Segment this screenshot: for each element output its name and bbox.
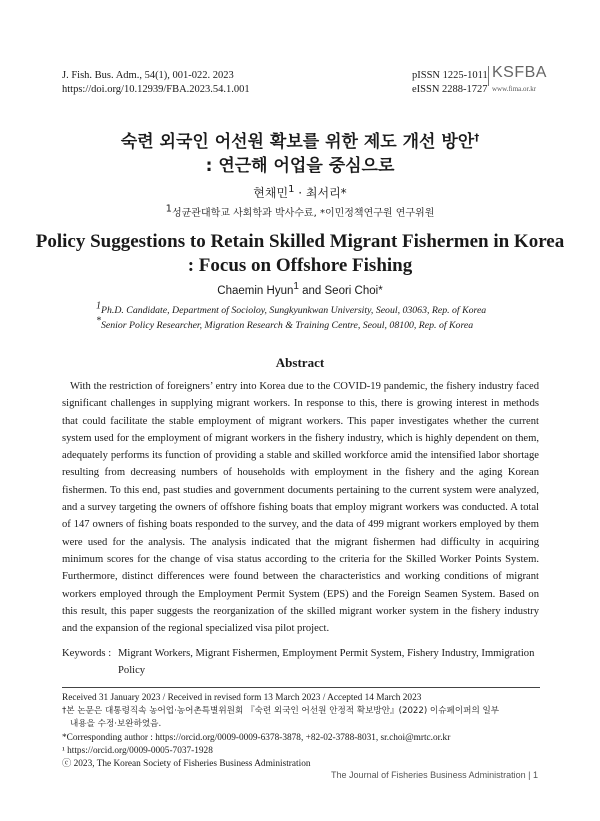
footer-separator: | bbox=[525, 770, 533, 780]
funding-note-line1: †본 논문은 대통령직속 농어업·농어촌특별위원회 『숙련 외국인 어선원 안정적 확보방안』(2022) 이슈페이퍼의 일부 bbox=[62, 706, 500, 716]
english-affiliation-2 bbox=[96, 315, 516, 331]
korean-title-text: 숙련 외국인 어선원 확보를 위한 제도 개선 방안 bbox=[120, 132, 475, 152]
english-title-line1: Policy Suggestions to Retain Skilled Migrant Fishermen in Korea bbox=[35, 231, 565, 252]
affiliation-1-text: Ph.D. Candidate, Department of Socioloy, Sungkyunkwan University, Seoul, 03063, Rep. of Korea bbox=[101, 305, 487, 316]
abstract-heading: Abstract bbox=[275, 355, 325, 370]
affiliation-2-text: Senior Policy Researcher, Migration Research & Training Centre, Seoul, 08100, Rep. of Korea bbox=[101, 320, 474, 331]
korean-author1-mark: 1 bbox=[288, 184, 295, 195]
korean-title-line2: : 연근해 어업을 중심으로 bbox=[205, 156, 395, 176]
page-number: 1 bbox=[532, 770, 538, 780]
english-author-conjunction: and bbox=[298, 285, 325, 297]
korean-affiliation-text: 성균관대학교 사회학과 박사수료, *이민정책연구원 연구위원 bbox=[171, 208, 435, 219]
keywords-label: Keywords : bbox=[62, 648, 112, 659]
orcid-author1[interactable]: ¹ https://orcid.org/0009-0005-7037-1928 bbox=[62, 746, 213, 756]
logo-bar bbox=[488, 66, 489, 86]
received-dates: Received 31 January 2023 / Received in revised form 13 March 2023 / Accepted 14 March 2023 bbox=[62, 693, 422, 703]
corresponding-author[interactable]: *Corresponding author : https://orcid.org/0009-0009-6378-3878, +82-02-3788-8031, sr.choi@mrtc.or.kr bbox=[62, 733, 451, 743]
eissn: eISSN 2288-1727 bbox=[412, 84, 488, 95]
footer-journal-name: The Journal of Fisheries Business Administration bbox=[331, 770, 526, 780]
logo-url: www.fima.or.kr bbox=[492, 85, 537, 93]
korean-author1: 현채민 bbox=[253, 186, 289, 200]
abstract-body: With the restriction of foreigners’ entry into Korea due to the COVID-19 pandemic, the fishery industry faced significant challenges in supplying migrant workers. In response to this, there is growing interest in methods that could facilitate the stable employment of migrant workers. This paper investigates whether the current system used for the employment of migrant workers in the fishery industry, which is highly dependent on them, adequately performs its function of providing a stable and skilled workforce amid the intensified labor shortage resulting from decreasing numbers of households with employment in the fishery and the aging Korean fishermen. To this end, past studies and government documents pertaining to the current system were analyzed, and a survey targeting the owners of offshore fishing boats that employ migrant workers was conducted. A total of 147 owners of fishing boats responded to the survey, and the data of 499 migrant workers employed by them were used for the analysis. The analysis indicated that the migrant fishermen had difficulty in acquiring minimum scores for the change of visa status according to the criteria for the Skilled Worker Points System. Furthermore, distinct differences were found between the characteristics and working conditions of migrant workers employed through the Employment Permit System (EPS) and the Foreign Seamen System. Based on this result, this paper suggests the reorganization of the skilled migrant worker system in the fishery industry and the expansion of the regional specialized visa pilot project. bbox=[62, 381, 539, 635]
english-authors bbox=[0, 281, 600, 297]
journal-line: J. Fish. Bus. Adm., 54(1), 001-022. 2023 bbox=[62, 70, 234, 81]
korean-authors bbox=[0, 184, 600, 201]
english-affiliation-1 bbox=[96, 300, 516, 316]
doi-link[interactable]: https://doi.org/10.12939/FBA.2023.54.1.001 bbox=[62, 84, 250, 95]
korean-author-separator: · bbox=[294, 186, 306, 200]
title-dagger-mark: † bbox=[474, 132, 480, 144]
korean-author2: 최서리* bbox=[305, 186, 347, 200]
affiliation-2-mark: * bbox=[96, 315, 101, 327]
pissn: pISSN 1225-1011 bbox=[412, 70, 488, 81]
funding-note-line2: 내용을 수정·보완하였음. bbox=[70, 719, 162, 729]
copyright-notice: ⓒ 2023, The Korean Society of Fisheries Business Administration bbox=[62, 759, 311, 769]
journal-citation bbox=[62, 69, 250, 97]
page-footer bbox=[331, 770, 538, 780]
english-author1: Chaemin Hyun bbox=[217, 285, 294, 297]
keywords-text: Migrant Workers, Migrant Fishermen, Employment Permit System, Fishery Industry, Immigration Policy bbox=[118, 648, 535, 676]
english-author2: Seori Choi* bbox=[324, 285, 383, 297]
footnote-divider bbox=[62, 687, 540, 688]
korean-affiliation bbox=[0, 204, 600, 219]
affiliation-1-mark: 1 bbox=[96, 300, 101, 312]
english-title-line2: : Focus on Offshore Fishing bbox=[187, 255, 413, 276]
logo-text: KSFBA bbox=[492, 64, 547, 81]
issn-block bbox=[412, 69, 488, 97]
english-author1-mark: 1 bbox=[293, 281, 299, 293]
korean-title-line1 bbox=[0, 130, 600, 154]
korean-affiliation-mark: 1 bbox=[165, 203, 172, 215]
